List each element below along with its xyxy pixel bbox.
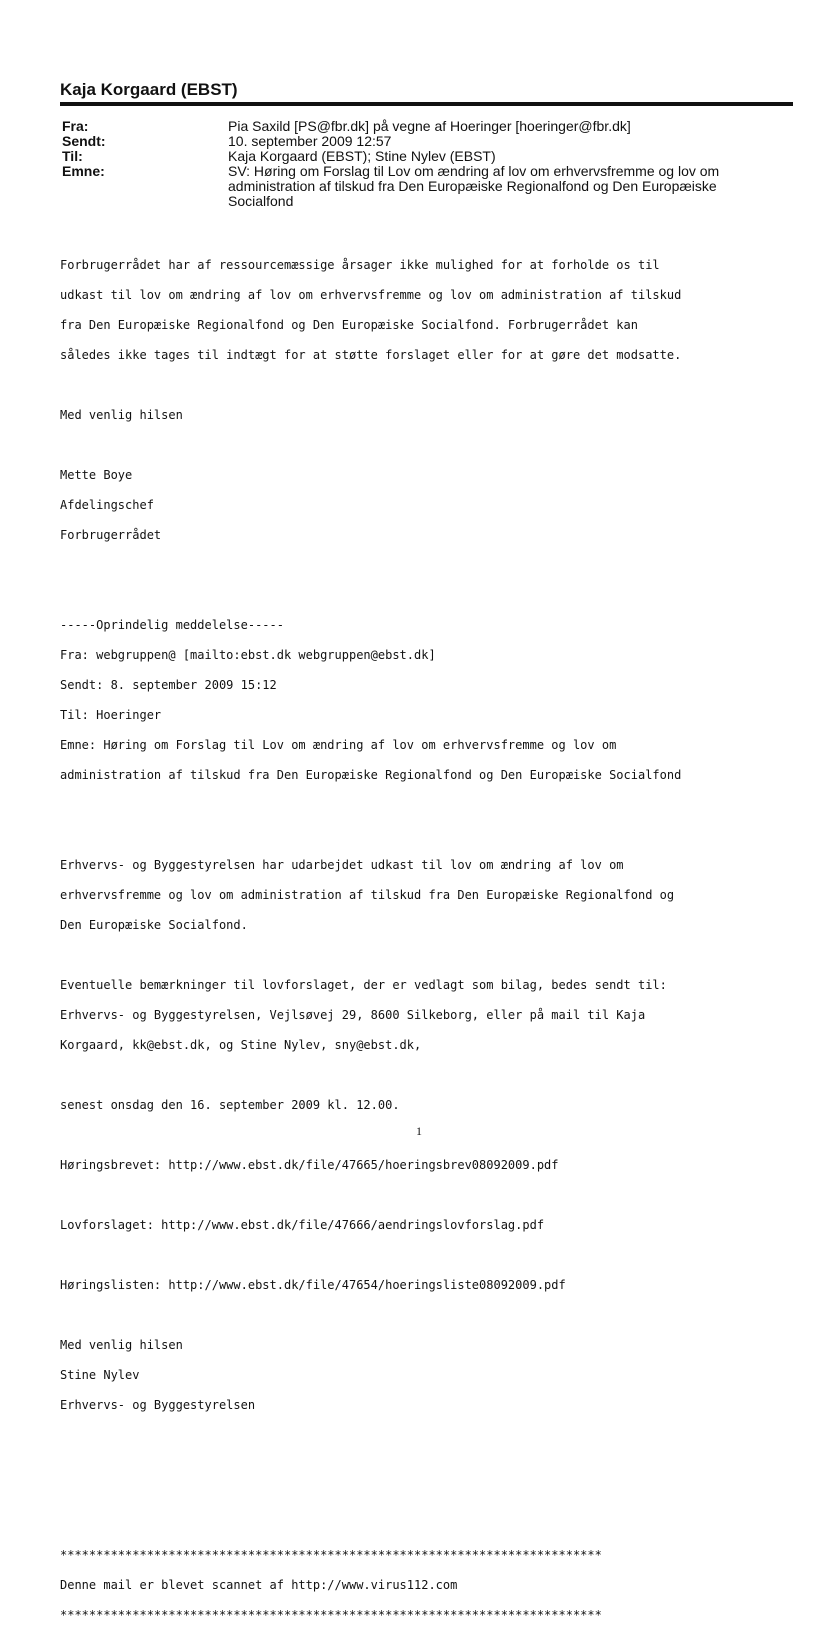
original-divider: -----Oprindelig meddelelse----- bbox=[60, 618, 284, 632]
original-line: Erhvervs- og Byggestyrelsen har udarbejdet udkast til lov om ændring af lov om bbox=[60, 858, 624, 872]
original-line: Den Europæiske Socialfond. bbox=[60, 918, 248, 932]
original-line: Erhvervs- og Byggestyrelsen, Vejlsøvej 29, 8600 Silkeborg, eller på mail til Kaja bbox=[60, 1008, 646, 1022]
subject-label: Emne: bbox=[62, 163, 105, 179]
original-greeting: Med venlig hilsen bbox=[60, 1338, 183, 1352]
original-signature-org: Erhvervs- og Byggestyrelsen bbox=[60, 1398, 256, 1412]
star-divider: *************************************************************************** bbox=[60, 1608, 602, 1622]
header-row-from bbox=[62, 119, 738, 134]
reply-line: udkast til lov om ændring af lov om erhvervsfremme og lov om administration af tilskud bbox=[60, 288, 682, 302]
link-lovforslag[interactable]: Lovforslaget: http://www.ebst.dk/file/47666/aendringslovforslag.pdf bbox=[60, 1218, 545, 1232]
email-body bbox=[60, 243, 681, 1638]
star-divider: *************************************************************************** bbox=[60, 1548, 602, 1562]
page-number: 1 bbox=[416, 1124, 422, 1138]
sent-label: Sendt: bbox=[62, 133, 106, 149]
original-sent: Sendt: 8. september 2009 15:12 bbox=[60, 678, 277, 692]
scan-notice: Denne mail er blevet scannet af http://www.virus112.com bbox=[60, 1578, 458, 1592]
original-line: erhvervsfremme og lov om administration af tilskud fra Den Europæiske Regionalfond og bbox=[60, 888, 675, 902]
email-header bbox=[62, 119, 738, 209]
reply-line: således ikke tages til indtægt for at støtte forslaget eller for at gøre det modsatte. bbox=[60, 348, 682, 362]
reply-signature-title: Afdelingschef bbox=[60, 498, 154, 512]
original-from: Fra: webgruppen@ [mailto:ebst.dk webgruppen@ebst.dk] bbox=[60, 648, 436, 662]
reply-signature-org: Forbrugerrådet bbox=[60, 528, 162, 542]
to-value: Kaja Korgaard (EBST); Stine Nylev (EBST) bbox=[228, 148, 496, 164]
original-line: Eventuelle bemærkninger til lovforslaget, der er vedlagt som bilag, bedes sendt til: bbox=[60, 978, 667, 992]
link-hoeringsliste[interactable]: Høringslisten: http://www.ebst.dk/file/47654/hoeringsliste08092009.pdf bbox=[60, 1278, 566, 1292]
header-row-to bbox=[62, 149, 738, 164]
reply-signature-name: Mette Boye bbox=[60, 468, 133, 482]
reply-greeting: Med venlig hilsen bbox=[60, 408, 183, 422]
header-row-subject bbox=[62, 164, 738, 209]
header-rule bbox=[60, 102, 793, 106]
subject-value: SV: Høring om Forslag til Lov om ændring af lov om erhvervsfremme og lov om administration af tilskud fra Den Europæiske Regionalfond og Den Europæiske Socialfond bbox=[228, 163, 720, 209]
reply-line: Forbrugerrådet har af ressourcemæssige årsager ikke mulighed for at forholde os til bbox=[60, 258, 660, 272]
link-hoeringsbrev[interactable]: Høringsbrevet: http://www.ebst.dk/file/47665/hoeringsbrev08092009.pdf bbox=[60, 1158, 559, 1172]
deadline-line: senest onsdag den 16. september 2009 kl. 12.00. bbox=[60, 1098, 400, 1112]
original-line: Korgaard, kk@ebst.dk, og Stine Nylev, sny@ebst.dk, bbox=[60, 1038, 422, 1052]
sender-name: Kaja Korgaard (EBST) bbox=[60, 80, 238, 99]
sent-value: 10. september 2009 12:57 bbox=[228, 133, 392, 149]
to-label: Til: bbox=[62, 148, 83, 164]
reply-line: fra Den Europæiske Regionalfond og Den Europæiske Socialfond. Forbrugerrådet kan bbox=[60, 318, 638, 332]
from-value: Pia Saxild [PS@fbr.dk] på vegne af Hoeringer [hoeringer@fbr.dk] bbox=[228, 118, 631, 134]
original-signature-name: Stine Nylev bbox=[60, 1368, 140, 1382]
header-row-sent bbox=[62, 134, 738, 149]
original-subject: administration af tilskud fra Den Europæiske Regionalfond og Den Europæiske Socialfond bbox=[60, 768, 682, 782]
from-label: Fra: bbox=[62, 118, 89, 134]
original-subject: Emne: Høring om Forslag til Lov om ændring af lov om erhvervsfremme og lov om bbox=[60, 738, 617, 752]
original-to: Til: Hoeringer bbox=[60, 708, 162, 722]
